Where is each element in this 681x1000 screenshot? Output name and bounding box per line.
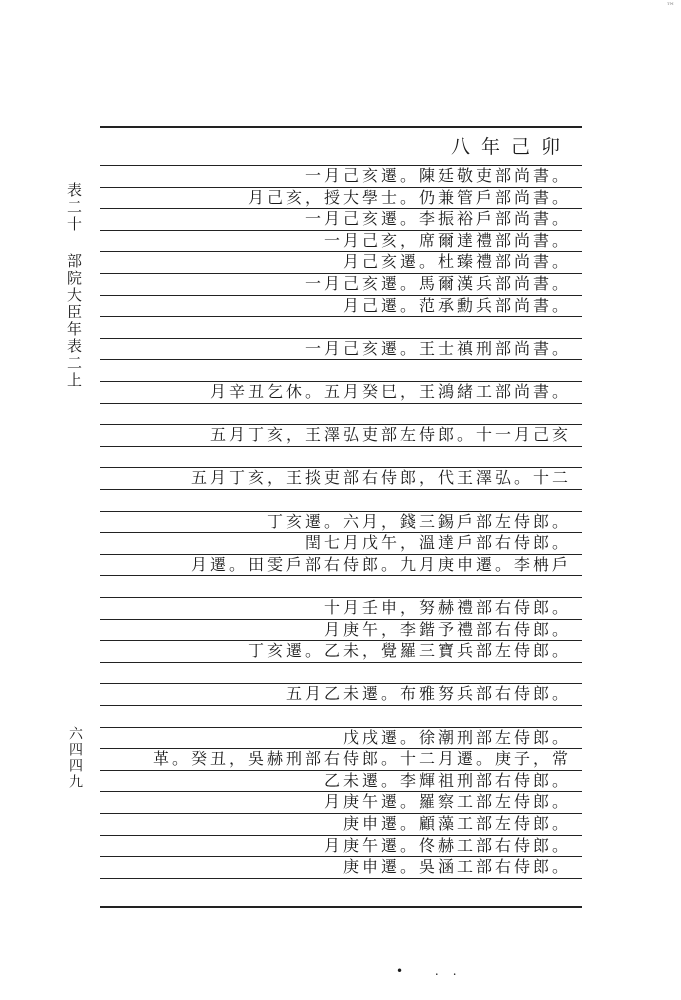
- table-row: 月己亥，授大學士。仍兼管戶部尚書。: [247, 187, 571, 207]
- table-row: 月庚午遷。羅察工部左侍郎。: [323, 792, 571, 812]
- table-rule: [100, 489, 582, 490]
- table-row: 十月壬申，努赫禮部右侍郎。: [323, 598, 571, 617]
- table-row: 月辛丑乞休。五月癸巳，王鴻緒工部尚書。: [209, 382, 571, 401]
- table-row: 一月己亥遷。陳廷敬吏部尚書。: [304, 166, 571, 185]
- table-row: 月庚午遷。佟赫工部右侍郎。: [323, 835, 571, 855]
- table-rule: [100, 126, 582, 128]
- table-row: 月遷。田雯戶部右侍郎。九月庚申遷。李柟戶: [190, 554, 571, 574]
- table-row: 丁亥遷。六月，錢三錫戶部左侍郎。: [266, 511, 571, 531]
- table-row: 一月己亥遷。馬爾漢兵部尚書。: [304, 274, 571, 293]
- table-rule: [100, 906, 582, 908]
- table-rule: [100, 662, 582, 663]
- table-rule: [100, 878, 582, 879]
- table-row: 一月己亥遷。李振裕戶部尚書。: [304, 209, 571, 229]
- footer-dots: • ..: [396, 964, 471, 978]
- table-row: 五月乙未遷。布雅努兵部右侍郎。: [285, 684, 571, 704]
- table-row: 月己亥遷。杜臻禮部尚書。: [342, 252, 571, 272]
- page-number: 六四四九: [67, 726, 83, 790]
- table-rule: [100, 705, 582, 706]
- table-row: 丁亥遷。乙未，覺羅三寶兵部左侍郎。: [247, 641, 571, 661]
- table-row: 月己遷。范承勳兵部尚書。: [342, 295, 571, 315]
- table-rule: [100, 316, 582, 317]
- table-row: 五月丁亥，王澤弘吏部左侍郎。十一月己亥: [209, 425, 571, 445]
- table-rule: [100, 446, 582, 447]
- table-row: 戊戌遷。徐潮刑部左侍郎。: [342, 727, 571, 747]
- table-rule: [100, 359, 582, 360]
- side-title: 表二十 部院大臣年表二上: [65, 182, 83, 389]
- table-row: 閏七月戊午，溫達戶部右侍郎。: [304, 533, 571, 553]
- corner-mark: ™: [666, 2, 675, 12]
- table-row: 庚申遷。顧藻工部左侍郎。: [342, 814, 571, 833]
- table-rule: [100, 575, 582, 576]
- table-row: 一月己亥遷。王士禛刑部尚書。: [304, 338, 571, 358]
- year-header: 八年己卯: [450, 136, 571, 158]
- table-row: 庚申遷。吳涵工部右侍郎。: [342, 857, 571, 877]
- table-row: 革。癸丑，吳赫刑部右侍郎。十二月遷。庚子，常: [152, 749, 571, 769]
- table-row: 一月己亥，席爾達禮部尚書。: [323, 230, 571, 250]
- table-rule: [100, 403, 582, 404]
- table-row: 乙未遷。李輝祖刑部右侍郎。: [323, 770, 571, 790]
- table-row: 五月丁亥，王掞吏部右侍郎，代王澤弘。十二: [190, 468, 571, 488]
- table-row: 月庚午，李鍇予禮部右侍郎。: [323, 619, 571, 639]
